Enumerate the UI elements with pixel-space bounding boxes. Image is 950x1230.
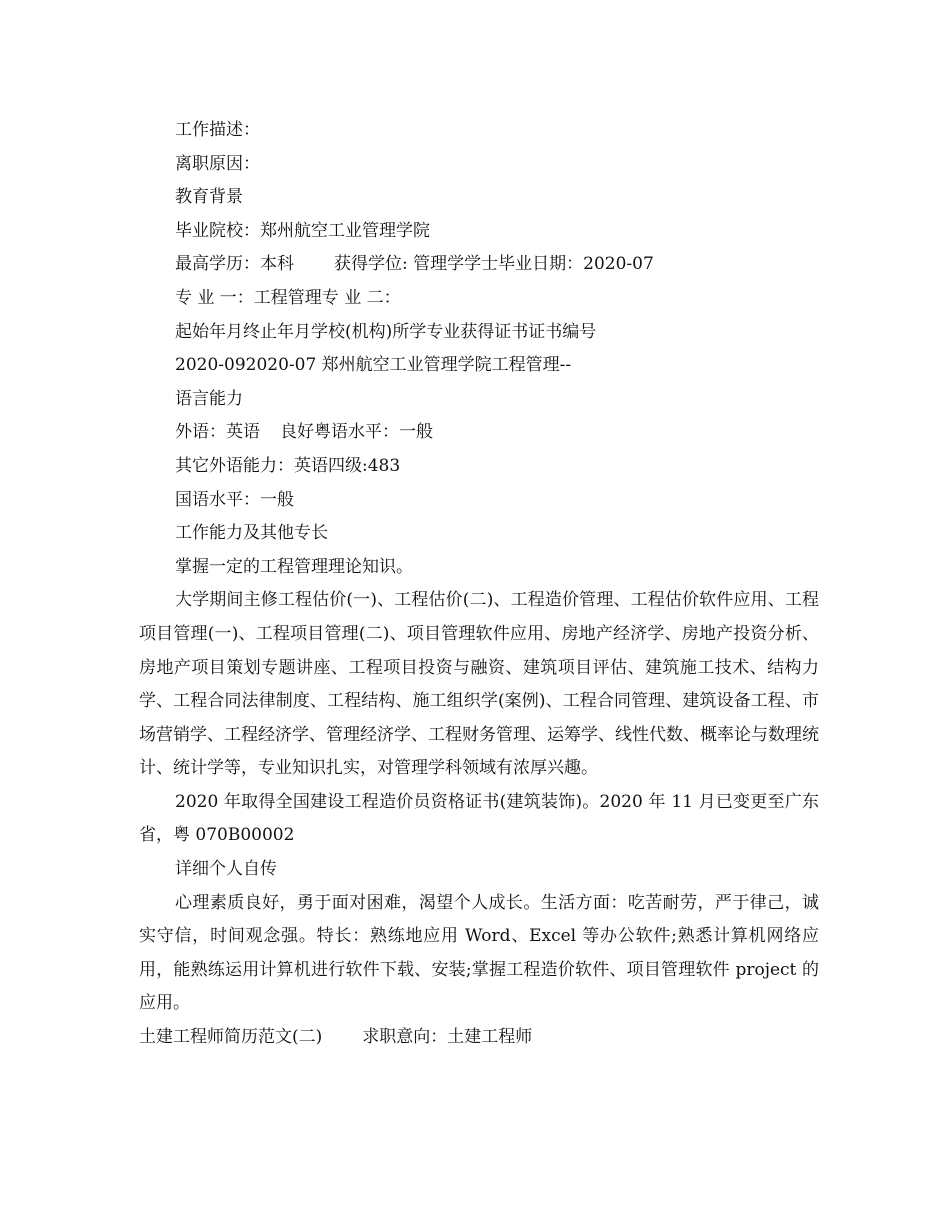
foreign-language-level: 良好粤语水平：一般: [280, 422, 433, 443]
degree-line: [139, 248, 819, 282]
degree-info: 获得学位: 管理学学士毕业日期：2020-07: [334, 254, 654, 275]
courses-paragraph: 大学期间主修工程估价(一)、工程估价(二)、工程造价管理、工程估价软件应用、工程项目管理(一)、工程项目管理(二)、项目管理软件应用、房地产经济学、房地产投资分析、房地产项目策划专题讲座、工程项目投资与融资、建筑项目评估、建筑施工技术、结构力学、工程合同法律制度、工程结构、施工组织学(案例)、工程合同管理、建筑设备工程、市场营销学、工程经济学、管理经济学、工程财务管理、运筹学、线性代数、概率论与数理统计、统计学等，专业知识扎实，对管理学科领域有浓厚兴趣。: [139, 590, 819, 779]
self-intro-heading: 详细个人自传: [175, 859, 277, 880]
job-description-label: 工作描述：: [175, 120, 260, 140]
next-resume-objective: 求职意向：土建工程师: [362, 1027, 533, 1048]
leave-reason-label: 离职原因：: [175, 153, 260, 174]
self-intro-paragraph: 心理素质良好，勇于面对困难，渴望个人成长。生活方面：吃苦耐劳，严于律己，诚实守信，时间观念强。特长：熟练地应用 Word、Excel 等办公软件;熟悉计算机网络应用，能熟练运用计算机进行软件下载、安装;掌握工程造价软件、项目管理软件 project 的应用。: [139, 892, 819, 1014]
major-line: 专 业 一：工程管理专 业 二：: [175, 287, 401, 308]
school-line: 毕业院校：郑州航空工业管理学院: [175, 220, 430, 241]
mandarin-line: 国语水平：一般: [175, 489, 294, 510]
certificate-paragraph: 2020 年取得全国建设工程造价员资格证书(建筑装饰)。2020 年 11 月已变更至广东省，粤 070B00002: [139, 791, 819, 846]
next-resume-title: 土建工程师简历范文(二): [139, 1027, 323, 1048]
skills-heading: 工作能力及其他专长: [175, 523, 328, 544]
education-table-row: 2020-092020-07 郑州航空工业管理学院工程管理--: [175, 355, 572, 376]
education-heading: 教育背景: [175, 187, 243, 208]
degree-level: 最高学历：本科: [175, 254, 294, 275]
next-resume-line: [139, 1021, 819, 1055]
language-heading: 语言能力: [175, 388, 243, 409]
skills-summary: 掌握一定的工程管理理论知识。: [175, 556, 413, 577]
other-language-line: 其它外语能力：英语四级:483: [175, 455, 401, 476]
foreign-language-line: [139, 416, 819, 450]
education-table-header: 起始年月终止年月学校(机构)所学专业获得证书证书编号: [175, 321, 597, 342]
foreign-language: 外语：英语: [175, 422, 260, 443]
document-body: [139, 114, 819, 1055]
